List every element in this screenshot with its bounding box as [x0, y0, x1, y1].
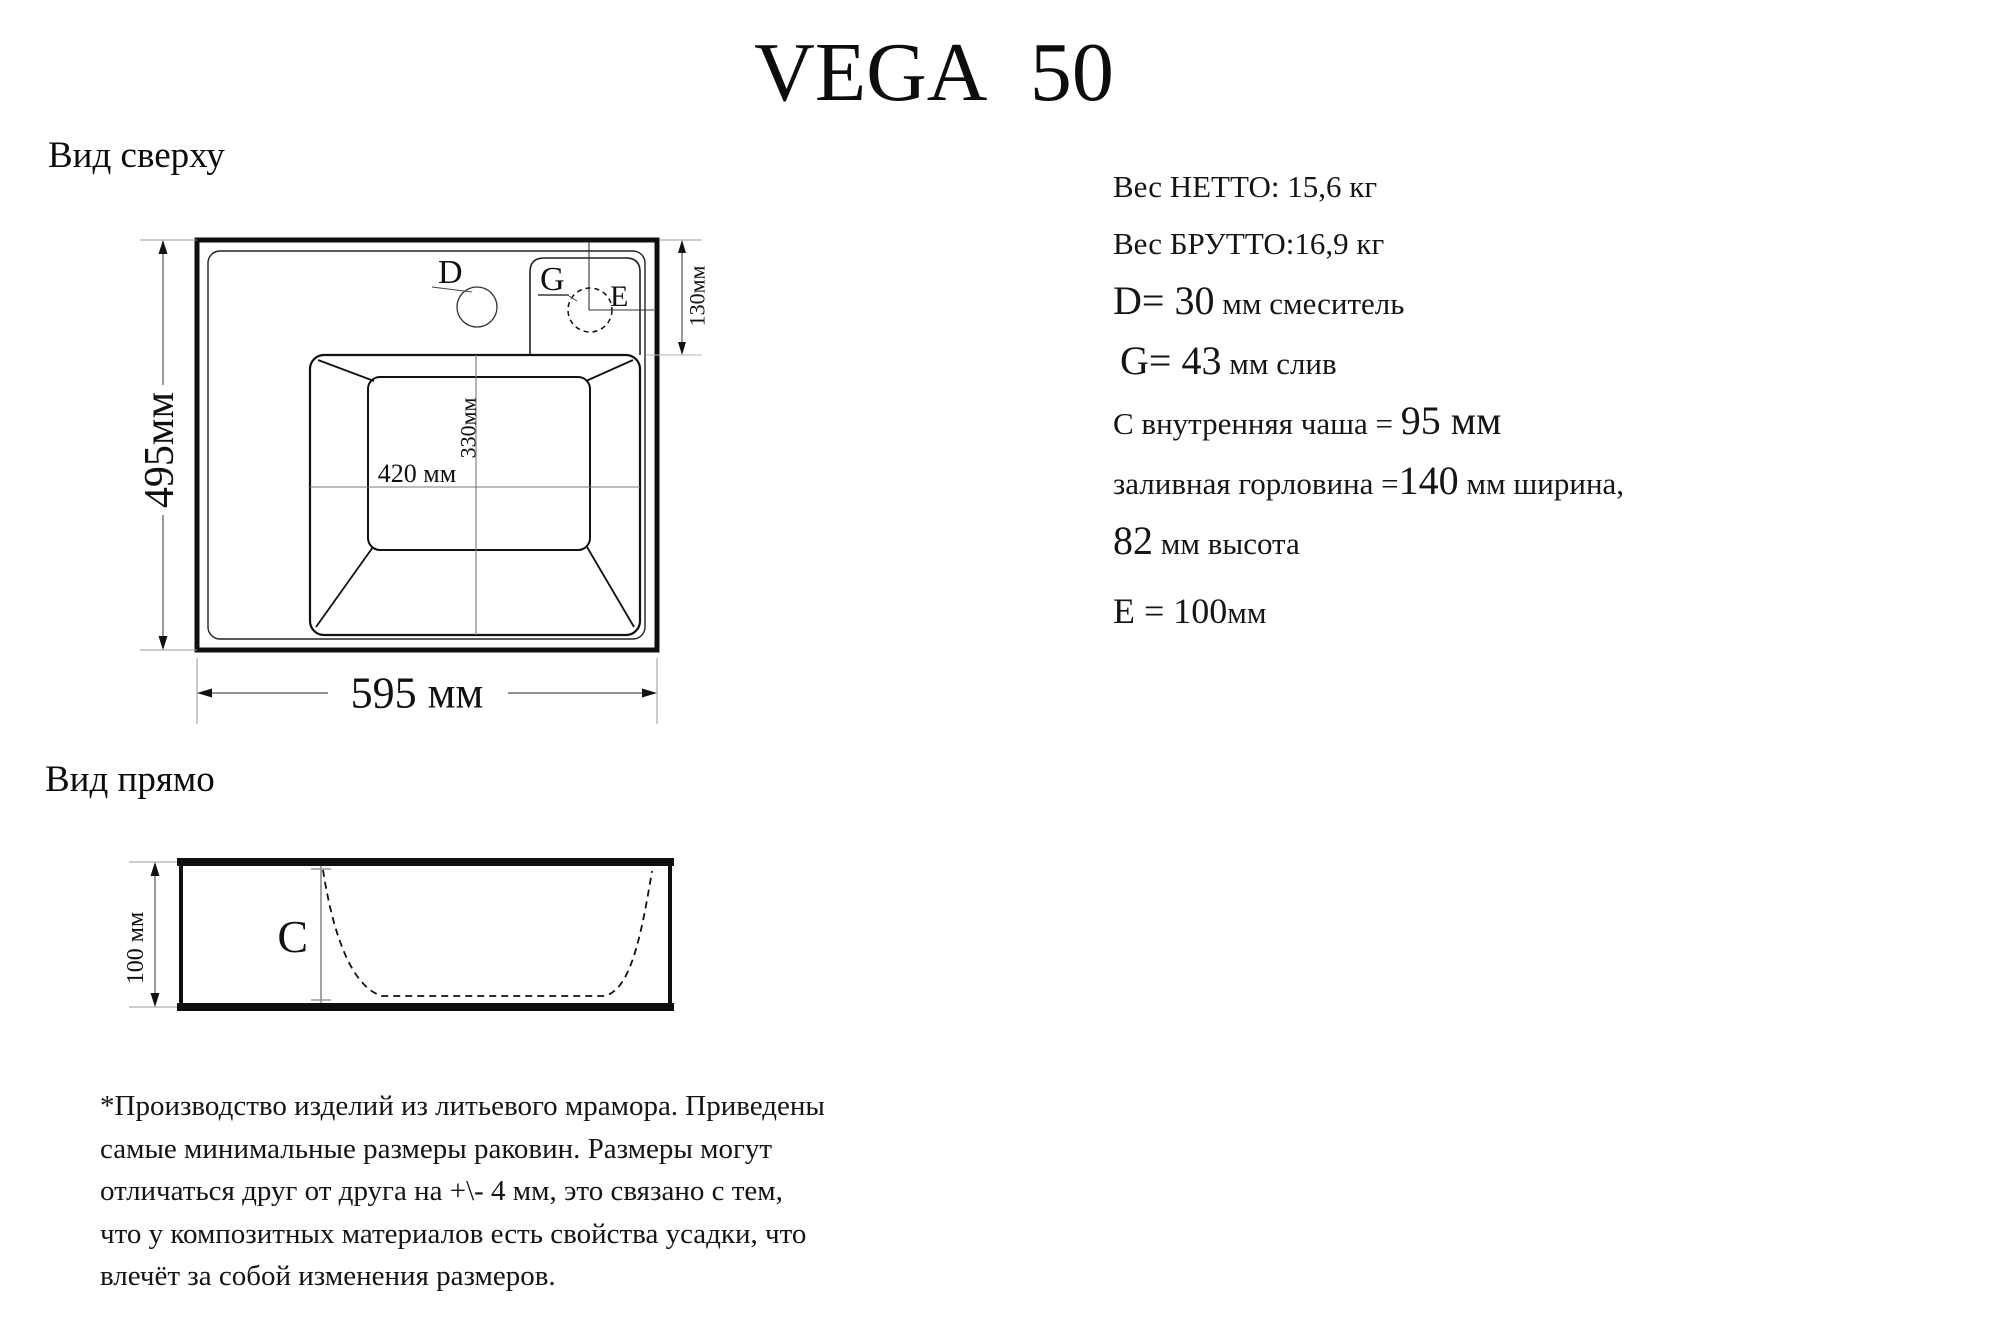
- spec-neck-height: [1113, 512, 1624, 572]
- note-line: отличаться друг от друга на +\- 4 мм, это связано с тем,: [100, 1175, 783, 1207]
- sink-rim-inner-outline: [208, 251, 645, 639]
- dimension-495: [137, 240, 197, 650]
- page-title: VEGA 50: [754, 26, 1114, 119]
- spec-faucet-diameter: [1113, 272, 1624, 332]
- drain-offset-dim-label: 130мм: [684, 265, 710, 327]
- top-view-drawing: [80, 170, 740, 740]
- spec-neck-height-value: 82: [1113, 518, 1153, 563]
- spec-edge-unit: мм: [1227, 595, 1267, 630]
- width-dim-label: 595 мм: [350, 668, 484, 718]
- spec-faucet-desc: мм смеситель: [1214, 286, 1405, 321]
- spec-bowl-depth: [1113, 392, 1624, 452]
- note-line: *Производство изделий из литьевого мрамора. Приведены: [100, 1090, 825, 1122]
- spec-neck-unit: мм ширина,: [1458, 466, 1625, 501]
- top-view-heading: Вид сверху: [48, 135, 225, 176]
- bowl-depth-dim-label: 330мм: [455, 397, 481, 459]
- spec-net-weight-text: Вес НЕТТО: 15,6 кг: [1113, 169, 1378, 204]
- faucet-hole-circle: [457, 287, 497, 327]
- spec-edge-offset: [1113, 583, 1624, 641]
- dimension-595: [197, 658, 657, 724]
- edge-label: E: [610, 280, 629, 313]
- dimension-100: [123, 862, 177, 1007]
- spec-neck-value: 140: [1398, 458, 1459, 503]
- spec-net-weight: [1113, 158, 1624, 215]
- spec-gross-weight: [1113, 215, 1624, 272]
- front-view-heading: Вид прямо: [45, 759, 215, 800]
- spec-bowl-desc: С внутренняя чаша =: [1113, 406, 1401, 441]
- bowl-profile-dashed: [323, 870, 652, 996]
- spec-drain-desc: мм слив: [1221, 346, 1337, 381]
- spec-gross-weight-text: Вес БРУТТО:16,9 кг: [1113, 226, 1385, 261]
- drain-label: G: [540, 261, 565, 298]
- spec-neck-desc: заливная горловина =: [1113, 466, 1399, 501]
- note-line: влечёт за собой изменения размеров.: [100, 1260, 556, 1292]
- production-note: [100, 1085, 825, 1298]
- bowl-depth-label: C: [277, 911, 308, 962]
- spec-drain-diameter: [1113, 332, 1624, 392]
- front-view-drawing: [60, 830, 760, 1030]
- front-body-outline: [181, 862, 670, 1007]
- note-line: что у композитных материалов есть свойства усадки, что: [100, 1217, 807, 1250]
- spec-bowl-value: 95 мм: [1400, 398, 1502, 443]
- spec-drain-value: G= 43: [1120, 338, 1222, 383]
- bowl-width-dim-label: 420 мм: [377, 459, 457, 488]
- spec-neck-width: [1113, 452, 1624, 512]
- spec-block: [1113, 158, 1624, 641]
- spec-edge-value: E = 100: [1113, 591, 1228, 631]
- spec-neck-height-desc: мм высота: [1153, 526, 1300, 561]
- note-line: самые минимальные размеры раковин. Размеры могут: [100, 1132, 773, 1165]
- front-height-dim-label: 100 мм: [123, 911, 149, 985]
- sink-outer-outline: [197, 240, 657, 650]
- faucet-label: D: [438, 254, 463, 291]
- spec-faucet-value: D= 30: [1113, 278, 1215, 323]
- height-dim-label: 495мм: [137, 391, 183, 509]
